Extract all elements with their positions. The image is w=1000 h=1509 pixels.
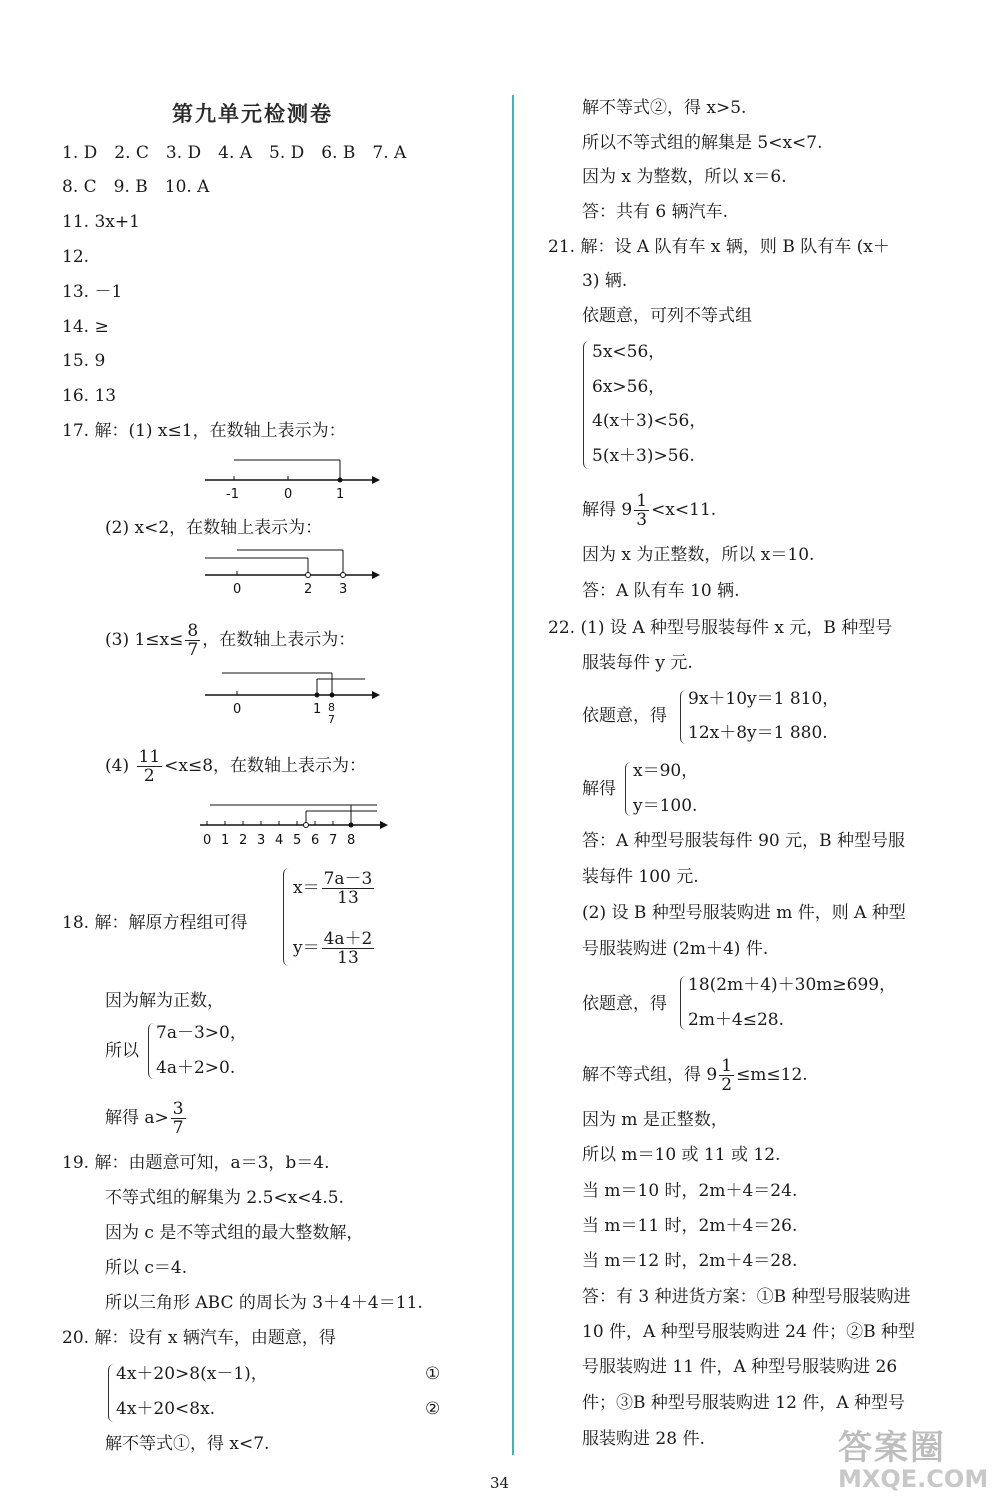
q21-line6: 答：A 队有车 10 辆. xyxy=(582,581,740,601)
brace xyxy=(283,868,290,966)
frac-num: 3 xyxy=(172,1099,184,1119)
q18-cond-2: 4a＋2>0. xyxy=(156,1058,236,1078)
frac-num: 1 xyxy=(636,491,648,511)
q18-cond-1: 7a－3>0， xyxy=(156,1023,247,1043)
r-line-2: 所以不等式组的解集是 5<x<7. xyxy=(582,133,823,153)
tick-label: 4 xyxy=(275,833,284,848)
q18-result-prefix: 解得 a> xyxy=(105,1108,169,1128)
q18-y-label: y＝ xyxy=(293,938,320,958)
marker-1: ① xyxy=(425,1364,441,1384)
watermark-url: MXQE.COM xyxy=(838,1465,989,1493)
page-title: 第九单元检测卷 xyxy=(172,102,333,126)
q22-sol-x: x＝90， xyxy=(633,761,699,781)
q19-line3: 因为 c 是不等式组的最大整数解， xyxy=(105,1223,364,1243)
q22-sys2-eq2: 2m＋4≤28. xyxy=(688,1010,785,1030)
q20-line1: 20. 解：设有 x 辆汽车，由题意，得 xyxy=(62,1328,336,1348)
q22-line8: 号服装购进 (2m＋4) 件. xyxy=(582,939,769,959)
frac-den: 7 xyxy=(172,1118,184,1138)
answer-14: 14. ≥ xyxy=(62,317,109,337)
r-line-4: 答：共有 6 辆汽车. xyxy=(582,202,729,222)
q19-line5: 所以三角形 ABC 的周长为 3＋4＋4＝11. xyxy=(105,1293,423,1313)
q22-line14: 当 m＝11 时，2m＋4＝26. xyxy=(582,1216,798,1236)
answers-line-1: 1. D 2. C 3. D 4. A 5. D 6. B 7. A xyxy=(62,143,407,163)
q20-ineq-2: 4x＋20<8x. xyxy=(116,1399,216,1419)
q22-line5: 答：A 种型号服装每件 90 元，B 种型号服 xyxy=(582,831,906,851)
tick-label: 8 xyxy=(328,701,335,714)
tick-label: 6 xyxy=(311,833,320,848)
q17-part2: (2) x<2，在数轴上表示为： xyxy=(105,518,323,538)
page-number: 34 xyxy=(490,1474,510,1492)
q21-result-prefix: 解得 9 xyxy=(582,500,633,520)
q17-part4-suffix: <x≤8，在数轴上表示为： xyxy=(164,756,367,776)
q22-line4: 解得 xyxy=(582,779,616,799)
q17-part1: 17. 解：(1) x≤1，在数轴上表示为： xyxy=(62,421,346,441)
frac-den: 2 xyxy=(721,1075,733,1095)
tick-label: 8 xyxy=(347,833,356,848)
tick-label: 5 xyxy=(293,833,302,848)
q18-line3: 所以 xyxy=(105,1041,139,1061)
q21-line2: 3) 辆. xyxy=(582,271,628,291)
watermark-text: 答案圈 xyxy=(838,1428,946,1468)
brace xyxy=(625,762,632,816)
q21-sys-2: 6x>56， xyxy=(592,377,666,397)
column-divider xyxy=(512,95,514,1455)
marker-2: ② xyxy=(425,1399,441,1419)
q21-line5: 因为 x 为正整数，所以 x＝10. xyxy=(582,545,815,565)
q21-line3: 依题意，可列不等式组 xyxy=(582,306,752,326)
answer-16: 16. 13 xyxy=(62,386,117,406)
q22-line1: 22. (1) 设 A 种型号服装每件 x 元，B 种型号 xyxy=(548,618,893,638)
tick-label: 2 xyxy=(239,833,248,848)
frac-den: 2 xyxy=(143,766,155,786)
q22-line13: 当 m＝10 时，2m＋4＝24. xyxy=(582,1181,798,1201)
answer-12: 12. xyxy=(62,247,90,267)
q19-line1: 19. 解：由题意可知，a＝3，b＝4. xyxy=(62,1153,330,1173)
q17-part3-suffix: ，在数轴上表示为： xyxy=(202,630,356,650)
number-line-4 xyxy=(195,795,390,850)
q22-line10-suffix: ≤m≤12. xyxy=(736,1065,808,1085)
tick-label: 7 xyxy=(329,833,338,848)
q22-sys2-eq1: 18(2m＋4)＋30m≥699， xyxy=(688,975,897,995)
q22-line10-prefix: 解不等式组，得 9 xyxy=(582,1065,718,1085)
tick-label: 0 xyxy=(284,487,293,500)
watermark-logo xyxy=(838,1420,988,1493)
answers-line-2: 8. C 9. B 10. A xyxy=(62,177,210,197)
q19-line2: 不等式组的解集为 2.5<x<4.5. xyxy=(105,1188,344,1208)
frac-num: 8 xyxy=(187,621,199,641)
q22-line16: 答：有 3 种进货方案：①B 种型号服装购进 xyxy=(582,1287,911,1307)
frac-den: 13 xyxy=(337,948,359,968)
tick-label: 1 xyxy=(313,702,322,717)
q21-result xyxy=(582,492,716,529)
tick-label: 0 xyxy=(233,702,242,717)
r-line-3: 因为 x 为整数，所以 x＝6. xyxy=(582,167,787,187)
tick-label: 3 xyxy=(257,833,266,848)
q22-line12: 所以 m＝10 或 11 或 12. xyxy=(582,1145,781,1165)
answer-11: 11. 3x+1 xyxy=(62,212,140,232)
q22-line10 xyxy=(582,1057,808,1094)
tick-label: 0 xyxy=(233,582,242,596)
q22-sol-y: y＝100. xyxy=(633,796,698,816)
q22-line2: 服装每件 y 元. xyxy=(582,653,693,673)
q22-line6: 装每件 100 元. xyxy=(582,867,699,887)
brace xyxy=(680,690,687,744)
frac-num: 7a－3 xyxy=(323,869,373,889)
tick-label: 1 xyxy=(336,487,345,500)
frac-den: 7 xyxy=(187,640,199,660)
r-line-1: 解不等式②，得 x>5. xyxy=(582,98,747,118)
q22-line7: (2) 设 B 种型号服装购进 m 件，则 A 种型 xyxy=(582,903,906,923)
q18-y-solution xyxy=(293,930,376,967)
answer-13: 13. －1 xyxy=(62,282,123,302)
frac-den: 13 xyxy=(337,888,359,908)
q22-line17: 10 件，A 种型号服装购进 24 件；②B 种型 xyxy=(582,1322,916,1342)
q22-sys1-eq2: 12x＋8y＝1 880. xyxy=(688,723,828,743)
frac-num: 11 xyxy=(138,747,161,767)
q21-sys-3: 4(x＋3)<56， xyxy=(592,411,707,431)
brace xyxy=(108,1364,115,1422)
q18-line1: 18. 解：解原方程组可得 xyxy=(62,913,248,933)
number-line-2 xyxy=(200,544,380,596)
q21-line1: 21. 解：设 A 队有车 x 辆，则 B 队有车 (x＋ xyxy=(548,237,890,257)
q20-line4: 解不等式①，得 x<7. xyxy=(105,1434,270,1454)
number-line-1 xyxy=(200,450,380,500)
q22-line15: 当 m＝12 时，2m＋4＝28. xyxy=(582,1251,798,1271)
q21-sys-4: 5(x＋3)>56. xyxy=(592,446,695,466)
q18-line2: 因为解为正数， xyxy=(105,991,224,1011)
q18-result xyxy=(105,1100,188,1137)
tick-label: 7 xyxy=(328,713,335,726)
q17-part4-prefix: (4) xyxy=(105,756,130,776)
frac-num: 1 xyxy=(721,1056,733,1076)
q21-sys-1: 5x<56， xyxy=(592,342,666,362)
brace xyxy=(680,976,687,1030)
q20-ineq-1: 4x＋20>8(x－1)， xyxy=(116,1364,268,1384)
tick-label: 1 xyxy=(221,833,230,848)
tick-label: -1 xyxy=(226,487,239,500)
brace xyxy=(583,341,590,469)
q22-line9: 依题意，得 xyxy=(582,994,667,1014)
q17-part4 xyxy=(105,748,366,785)
tick-label: 2 xyxy=(304,582,313,596)
q17-part3-prefix: (3) 1≤x≤ xyxy=(105,630,184,650)
q22-line19: 件；③B 种型号服装购进 12 件，A 种型号 xyxy=(582,1393,906,1413)
number-line-3 xyxy=(200,665,380,727)
q18-x-solution xyxy=(293,870,376,907)
q22-line3: 依题意，得 xyxy=(582,706,667,726)
answer-15: 15. 9 xyxy=(62,351,106,371)
q19-line4: 所以 c＝4. xyxy=(105,1258,188,1278)
q22-line11: 因为 m 是正整数， xyxy=(582,1110,728,1130)
q22-line18: 号服装购进 11 件，A 种型号服装购进 26 xyxy=(582,1357,898,1377)
tick-label: 3 xyxy=(339,582,348,596)
frac-den: 3 xyxy=(636,510,648,530)
frac-num: 4a＋2 xyxy=(323,929,373,949)
q17-part3 xyxy=(105,622,355,659)
q21-result-suffix: <x<11. xyxy=(651,500,717,520)
q22-sys1-eq1: 9x＋10y＝1 810， xyxy=(688,689,840,709)
q18-x-label: x＝ xyxy=(293,878,320,898)
tick-label: 0 xyxy=(203,833,212,848)
q22-line20: 服装购进 28 件. xyxy=(582,1429,705,1449)
brace xyxy=(148,1023,155,1079)
